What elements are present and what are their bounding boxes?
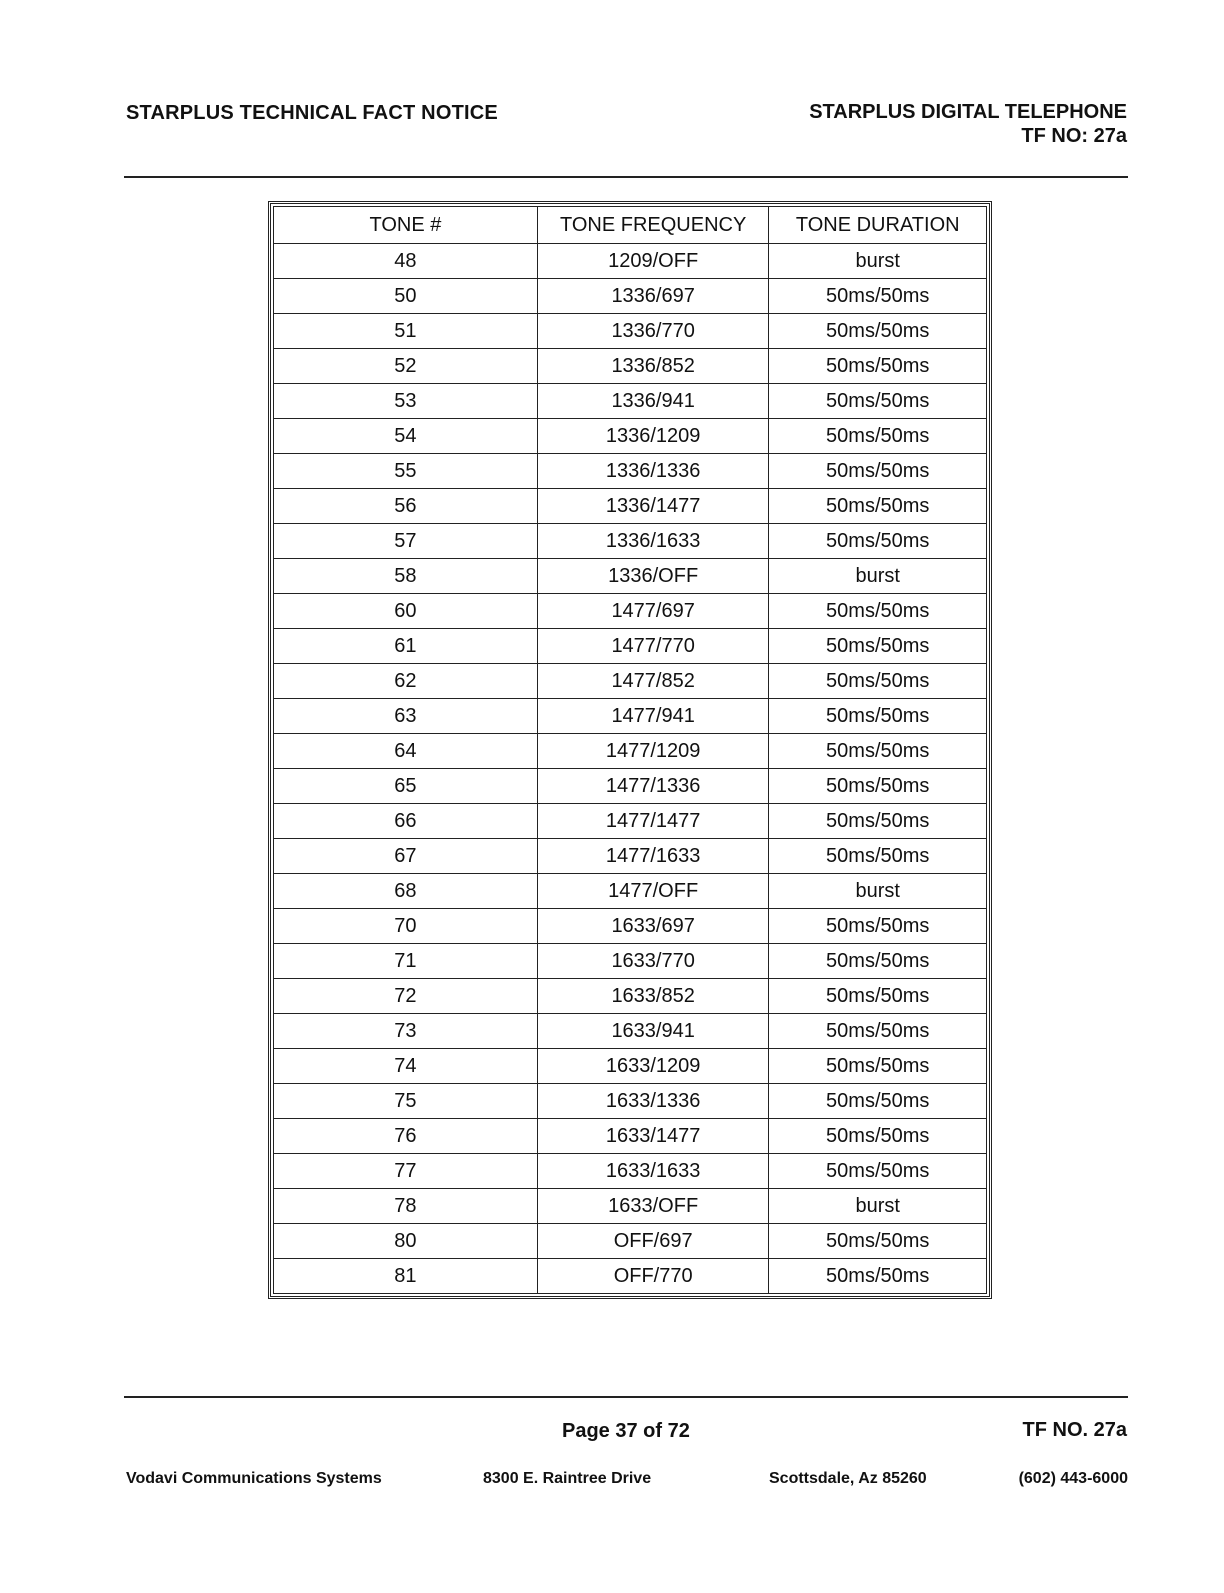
cell-tone-duration: 50ms/50ms: [769, 279, 987, 314]
table-row: [274, 699, 987, 734]
cell-tone-duration: 50ms/50ms: [769, 769, 987, 804]
table-row: [274, 979, 987, 1014]
page-number: Page 37 of 72: [562, 1420, 690, 1442]
table-row: [274, 1189, 987, 1224]
cell-tone-frequency: 1477/OFF: [537, 874, 769, 909]
cell-tone-duration: 50ms/50ms: [769, 489, 987, 524]
cell-tone-frequency: 1633/1209: [537, 1049, 769, 1084]
table-row: [274, 1119, 987, 1154]
cell-tone-duration: 50ms/50ms: [769, 1154, 987, 1189]
cell-tone-duration: 50ms/50ms: [769, 1049, 987, 1084]
cell-tone-duration: 50ms/50ms: [769, 314, 987, 349]
cell-tone-frequency: 1336/1336: [537, 454, 769, 489]
cell-tone-number: 68: [274, 874, 538, 909]
cell-tone-number: 77: [274, 1154, 538, 1189]
cell-tone-number: 54: [274, 419, 538, 454]
footer-divider: [124, 1396, 1128, 1398]
cell-tone-number: 48: [274, 244, 538, 279]
cell-tone-duration: 50ms/50ms: [769, 629, 987, 664]
table-row: [274, 734, 987, 769]
header-divider: [124, 176, 1128, 178]
cell-tone-frequency: 1633/1633: [537, 1154, 769, 1189]
table-row: [274, 559, 987, 594]
tone-table-frame: [268, 201, 992, 1299]
table-row: [274, 839, 987, 874]
cell-tone-duration: 50ms/50ms: [769, 699, 987, 734]
cell-tone-frequency: OFF/697: [537, 1224, 769, 1259]
footer-tf-number: TF NO. 27a: [1022, 1419, 1127, 1441]
table-row: [274, 419, 987, 454]
cell-tone-duration: 50ms/50ms: [769, 1014, 987, 1049]
cell-tone-frequency: 1477/1477: [537, 804, 769, 839]
cell-tone-frequency: 1633/1336: [537, 1084, 769, 1119]
street-address: 8300 E. Raintree Drive: [483, 1470, 652, 1487]
table-row: [274, 489, 987, 524]
cell-tone-number: 50: [274, 279, 538, 314]
cell-tone-frequency: 1336/697: [537, 279, 769, 314]
cell-tone-duration: 50ms/50ms: [769, 664, 987, 699]
cell-tone-duration: burst: [769, 244, 987, 279]
table-row: [274, 524, 987, 559]
table-row: [274, 944, 987, 979]
cell-tone-frequency: 1336/1209: [537, 419, 769, 454]
cell-tone-frequency: 1633/OFF: [537, 1189, 769, 1224]
cell-tone-frequency: 1477/770: [537, 629, 769, 664]
header-right-block: [809, 100, 1127, 148]
cell-tone-frequency: 1336/OFF: [537, 559, 769, 594]
cell-tone-number: 63: [274, 699, 538, 734]
cell-tone-number: 51: [274, 314, 538, 349]
cell-tone-number: 70: [274, 909, 538, 944]
table-row: [274, 1014, 987, 1049]
cell-tone-frequency: 1633/1477: [537, 1119, 769, 1154]
cell-tone-number: 61: [274, 629, 538, 664]
cell-tone-number: 74: [274, 1049, 538, 1084]
cell-tone-duration: 50ms/50ms: [769, 944, 987, 979]
cell-tone-frequency: 1633/852: [537, 979, 769, 1014]
cell-tone-duration: 50ms/50ms: [769, 804, 987, 839]
table-row: [274, 909, 987, 944]
cell-tone-number: 71: [274, 944, 538, 979]
table-row: [274, 1049, 987, 1084]
city-state-zip: Scottsdale, Az 85260: [769, 1470, 927, 1487]
cell-tone-frequency: 1633/770: [537, 944, 769, 979]
cell-tone-frequency: 1477/852: [537, 664, 769, 699]
cell-tone-frequency: 1633/941: [537, 1014, 769, 1049]
table-row: [274, 314, 987, 349]
table-row: [274, 1154, 987, 1189]
table-row: [274, 664, 987, 699]
cell-tone-duration: 50ms/50ms: [769, 734, 987, 769]
header-left-title: STARPLUS TECHNICAL FACT NOTICE: [126, 102, 498, 124]
cell-tone-number: 60: [274, 594, 538, 629]
cell-tone-duration: 50ms/50ms: [769, 594, 987, 629]
cell-tone-frequency: 1336/1633: [537, 524, 769, 559]
cell-tone-number: 52: [274, 349, 538, 384]
cell-tone-frequency: OFF/770: [537, 1259, 769, 1294]
cell-tone-frequency: 1336/1477: [537, 489, 769, 524]
cell-tone-frequency: 1477/941: [537, 699, 769, 734]
cell-tone-number: 65: [274, 769, 538, 804]
table-row: [274, 384, 987, 419]
cell-tone-number: 72: [274, 979, 538, 1014]
cell-tone-duration: 50ms/50ms: [769, 839, 987, 874]
cell-tone-duration: 50ms/50ms: [769, 1224, 987, 1259]
cell-tone-duration: 50ms/50ms: [769, 524, 987, 559]
cell-tone-frequency: 1336/941: [537, 384, 769, 419]
header-right-title: STARPLUS DIGITAL TELEPHONE: [809, 101, 1127, 123]
cell-tone-duration: 50ms/50ms: [769, 349, 987, 384]
cell-tone-number: 81: [274, 1259, 538, 1294]
header-tf-number: TF NO: 27a: [1021, 125, 1127, 147]
table-row: [274, 874, 987, 909]
cell-tone-number: 67: [274, 839, 538, 874]
cell-tone-number: 73: [274, 1014, 538, 1049]
cell-tone-frequency: 1633/697: [537, 909, 769, 944]
cell-tone-number: 53: [274, 384, 538, 419]
cell-tone-duration: burst: [769, 1189, 987, 1224]
cell-tone-duration: burst: [769, 559, 987, 594]
cell-tone-number: 80: [274, 1224, 538, 1259]
cell-tone-number: 57: [274, 524, 538, 559]
table-row: [274, 769, 987, 804]
cell-tone-frequency: 1477/1633: [537, 839, 769, 874]
cell-tone-duration: burst: [769, 874, 987, 909]
table-row: [274, 594, 987, 629]
cell-tone-frequency: 1477/1209: [537, 734, 769, 769]
cell-tone-number: 66: [274, 804, 538, 839]
cell-tone-duration: 50ms/50ms: [769, 1084, 987, 1119]
cell-tone-duration: 50ms/50ms: [769, 454, 987, 489]
column-header-tone-duration: TONE DURATION: [769, 207, 987, 244]
table-row: [274, 1224, 987, 1259]
table-row: [274, 454, 987, 489]
cell-tone-frequency: 1336/770: [537, 314, 769, 349]
column-header-tone-number: TONE #: [274, 207, 538, 244]
table-header-row: [274, 207, 987, 244]
cell-tone-number: 58: [274, 559, 538, 594]
cell-tone-number: 78: [274, 1189, 538, 1224]
table-row: [274, 1259, 987, 1294]
cell-tone-frequency: 1477/1336: [537, 769, 769, 804]
cell-tone-number: 62: [274, 664, 538, 699]
column-header-tone-frequency: TONE FREQUENCY: [537, 207, 769, 244]
cell-tone-duration: 50ms/50ms: [769, 1119, 987, 1154]
cell-tone-number: 75: [274, 1084, 538, 1119]
cell-tone-frequency: 1477/697: [537, 594, 769, 629]
cell-tone-number: 64: [274, 734, 538, 769]
table-row: [274, 349, 987, 384]
cell-tone-number: 55: [274, 454, 538, 489]
table-row: [274, 279, 987, 314]
cell-tone-duration: 50ms/50ms: [769, 909, 987, 944]
cell-tone-frequency: 1336/852: [537, 349, 769, 384]
cell-tone-number: 76: [274, 1119, 538, 1154]
cell-tone-duration: 50ms/50ms: [769, 384, 987, 419]
table-row: [274, 804, 987, 839]
cell-tone-number: 56: [274, 489, 538, 524]
cell-tone-frequency: 1209/OFF: [537, 244, 769, 279]
company-name: Vodavi Communications Systems: [126, 1470, 382, 1487]
cell-tone-duration: 50ms/50ms: [769, 979, 987, 1014]
table-row: [274, 1084, 987, 1119]
table-row: [274, 244, 987, 279]
table-body: [274, 244, 987, 1294]
table-row: [274, 629, 987, 664]
cell-tone-duration: 50ms/50ms: [769, 1259, 987, 1294]
tone-table: [273, 206, 987, 1294]
phone-number: (602) 443-6000: [1018, 1470, 1128, 1487]
cell-tone-duration: 50ms/50ms: [769, 419, 987, 454]
